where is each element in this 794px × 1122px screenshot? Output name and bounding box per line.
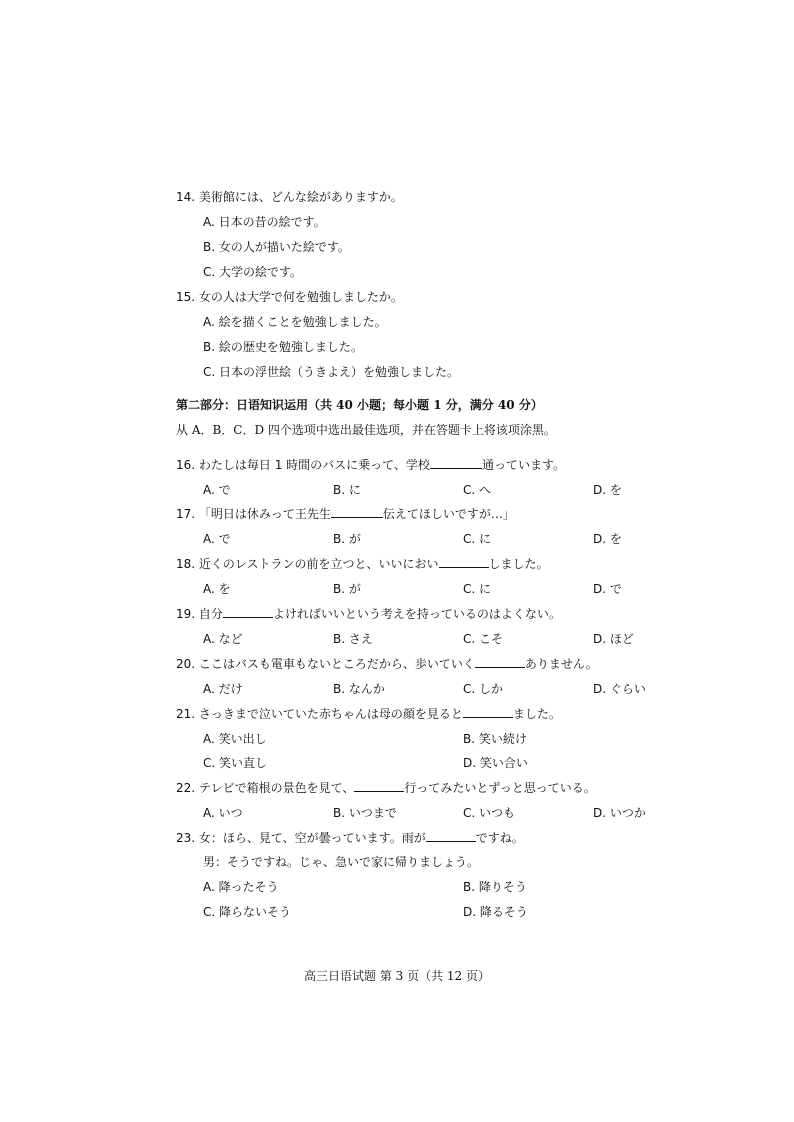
stem-after-blank: しました。: [488, 557, 549, 571]
q15-option-a: A. 絵を描くことを勉強しました。: [203, 315, 387, 329]
question-20-stem: [176, 656, 598, 672]
q19-option-b: B. さえ: [333, 632, 373, 646]
stem-before-blank: 17. 「明日は休みって王先生: [176, 507, 331, 521]
q20-option-d: D. ぐらい: [593, 682, 646, 696]
answer-blank: [426, 830, 476, 842]
stem-after-blank: 通っています。: [481, 458, 565, 472]
q16-option-d: D. を: [593, 483, 622, 497]
q19-option-c: C. こそ: [463, 632, 504, 646]
page-footer: 高三日语试题 第 3 页（共 12 页）: [304, 969, 490, 983]
q16-option-c: C. へ: [463, 483, 492, 497]
answer-blank: [354, 780, 404, 792]
q18-option-b: B. が: [333, 582, 361, 596]
answer-blank: [463, 706, 513, 718]
question-18-stem: [176, 556, 549, 572]
question-14-stem: 14. 美術館には、どんな絵がありますか。: [176, 190, 403, 204]
q22-option-d: D. いつか: [593, 806, 646, 820]
q14-option-a: A. 日本の昔の絵です。: [203, 215, 326, 229]
q14-option-b: B. 女の人が描いた絵です。: [203, 240, 350, 254]
q17-option-c: C. に: [463, 532, 492, 546]
q20-option-b: B. なんか: [333, 682, 385, 696]
q22-option-c: C. いつも: [463, 806, 516, 820]
q15-option-c: C. 日本の浮世絵（うきよえ）を勉強しました。: [203, 365, 460, 379]
q21-option-d: D. 笑い合い: [463, 756, 528, 770]
answer-blank: [223, 606, 273, 618]
q22-option-a: A. いつ: [203, 806, 243, 820]
q17-option-d: D. を: [593, 532, 622, 546]
q19-option-d: D. ほど: [593, 632, 634, 646]
answer-blank: [439, 556, 489, 568]
q23-option-d: D. 降るそう: [463, 905, 528, 919]
q19-option-a: A. など: [203, 632, 243, 646]
q14-option-c: C. 大学の絵です。: [203, 265, 303, 279]
question-15-stem: 15. 女の人は大学で何を勉強しましたか。: [176, 290, 403, 304]
q18-option-d: D. で: [593, 582, 622, 596]
stem-before-blank: 19. 自分: [176, 607, 223, 621]
answer-blank: [475, 656, 525, 668]
stem-before-blank: 23. 女：ほら、見て、空が曇っています。雨が: [176, 831, 426, 845]
answer-blank: [331, 506, 383, 518]
question-16-stem: [176, 457, 565, 473]
answer-blank: [430, 457, 482, 469]
section-2-instruction: 从 A．B．C．D 四个选项中选出最佳选项，并在答题卡上将该项涂黑。: [176, 423, 556, 437]
stem-after-blank: ました。: [512, 707, 561, 721]
question-19-stem: [176, 606, 561, 622]
question-17-stem: [176, 506, 515, 522]
stem-after-blank: 伝えてほしいですが…」: [382, 507, 515, 521]
q16-option-b: B. に: [333, 483, 361, 497]
q21-option-a: A. 笑い出し: [203, 732, 267, 746]
section-2-title: 第二部分：日语知识运用（共 40 小题；每小题 1 分，满分 40 分）: [176, 398, 543, 412]
q21-option-b: B. 笑い続け: [463, 732, 527, 746]
question-21-stem: [176, 706, 561, 722]
q23-option-a: A. 降ったそう: [203, 880, 279, 894]
q20-option-a: A. だけ: [203, 682, 243, 696]
stem-before-blank: 21. さっきまで泣いていた赤ちゃんは母の顔を見ると: [176, 707, 463, 721]
q18-option-a: A. を: [203, 582, 231, 596]
q15-option-b: B. 絵の歴史を勉強しました。: [203, 340, 363, 354]
stem-after-blank: ありません。: [524, 657, 598, 671]
q17-option-b: B. が: [333, 532, 361, 546]
q16-option-a: A. で: [203, 483, 231, 497]
stem-before-blank: 22. テレビで箱根の景色を見て、: [176, 781, 355, 795]
q23-option-c: C. 降らないそう: [203, 905, 292, 919]
stem-before-blank: 20. ここはバスも電車もないところだから、歩いていく: [176, 657, 475, 671]
q21-option-c: C. 笑い直し: [203, 756, 268, 770]
q22-option-b: B. いつまで: [333, 806, 397, 820]
q17-option-a: A. で: [203, 532, 231, 546]
stem-after-blank: 行ってみたいとずっと思っている。: [404, 781, 596, 795]
q18-option-c: C. に: [463, 582, 492, 596]
question-23-stem: [176, 830, 524, 846]
q20-option-c: C. しか: [463, 682, 504, 696]
question-22-stem: [176, 780, 596, 796]
stem-after-blank: ですね。: [475, 831, 524, 845]
stem-before-blank: 16. わたしは毎日 1 時間のバスに乗って、学校: [176, 458, 430, 472]
stem-before-blank: 18. 近くのレストランの前を立つと、いいにおい: [176, 557, 439, 571]
q23-option-b: B. 降りそう: [463, 880, 527, 894]
question-23-line-2: 男：そうですね。じゃ、急いで家に帰りましょう。: [203, 855, 480, 869]
stem-after-blank: よければいいという考えを持っているのはよくない。: [272, 607, 561, 621]
